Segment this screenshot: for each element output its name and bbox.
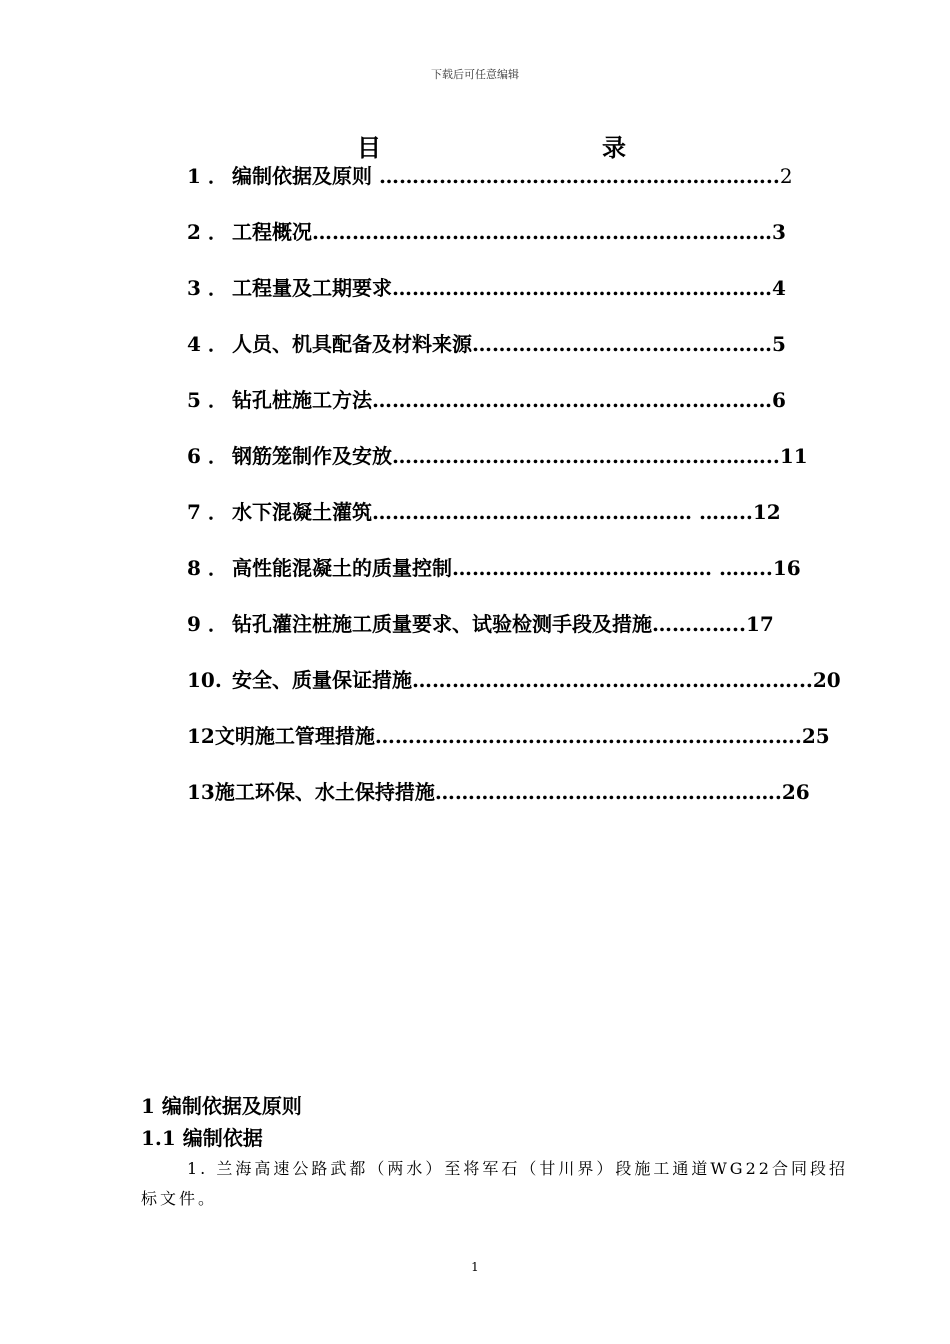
toc-entry-title: 安全、质量保证措施	[232, 668, 412, 692]
toc-entry[interactable]	[187, 608, 867, 664]
toc-entry-title: 施工环保、水土保持措施	[214, 780, 435, 804]
toc-entry[interactable]	[187, 160, 867, 216]
toc-entry-page: 2	[779, 164, 793, 188]
toc-entry-number: 10.	[187, 668, 222, 692]
toc-entry-page: 4	[772, 276, 786, 300]
toc-entry-page: 5	[772, 332, 786, 356]
toc-entry-page: 3	[772, 220, 786, 244]
toc-entry-page: 20	[812, 668, 841, 692]
toc-entry-number: 6 ．	[187, 444, 228, 468]
section-heading-1-1: 1.1 编制依据	[141, 1126, 263, 1150]
toc-entry-title: 文明施工管理措施	[214, 724, 375, 748]
toc-entry-page: 25	[801, 724, 830, 748]
toc-leader-dots: …………………………………………..……..	[392, 444, 780, 468]
toc-entry[interactable]	[187, 496, 867, 552]
toc-title-char-1: 目	[357, 133, 381, 162]
toc-entry[interactable]	[187, 384, 867, 440]
toc-entry[interactable]	[187, 552, 867, 608]
toc-entry-title: 人员、机具配备及材料来源	[232, 332, 472, 356]
toc-entry-title: 高性能混凝土的质量控制	[232, 556, 452, 580]
toc-entry-number: 4 ．	[187, 332, 228, 356]
toc-title-char-2: 录	[602, 133, 626, 162]
toc-entry-title: 钻孔桩施工方法	[232, 388, 372, 412]
toc-leader-dots: ……………………………………………………….	[374, 724, 802, 748]
toc-entry-title: 钻孔灌注桩施工质量要求、试验检测手段及措施	[232, 612, 652, 636]
toc-entry-number: 13	[187, 780, 215, 804]
toc-title	[0, 128, 950, 160]
toc-entry-number: 5 ．	[187, 388, 228, 412]
toc-leader-dots: ………………………………… ……..	[452, 556, 773, 580]
section-heading-1: 1 编制依据及原则	[141, 1094, 302, 1118]
toc-leader-dots: …………………………………………………	[392, 276, 772, 300]
toc-entry-number: 9 ．	[187, 612, 228, 636]
toc-leader-dots: ……………………………….…………………..	[372, 164, 780, 188]
toc-entry-number: 3 ．	[187, 276, 228, 300]
toc-entry-title: 钢筋笼制作及安放	[232, 444, 392, 468]
toc-entry-title: 编制依据及原则	[232, 164, 372, 188]
toc-entry-number: 8 ．	[187, 556, 228, 580]
body-paragraph: 1. 兰海高速公路武都（两水）至将军石（甘川界）段施工通道WG22合同段招标文件。	[141, 1159, 848, 1208]
toc-entry[interactable]	[187, 440, 867, 496]
toc-leader-dots: ……………………………………………………	[372, 388, 772, 412]
toc-entry-page: 17	[745, 612, 774, 636]
toc-entry[interactable]	[187, 272, 867, 328]
toc-leader-dots: ………………………………………	[472, 332, 772, 356]
toc-entry-title: 水下混凝土灌筑	[232, 500, 372, 524]
toc-leader-dots: …………………………………………….	[434, 780, 782, 804]
page-header: 下载后可任意编辑	[431, 68, 519, 81]
toc-entry-page: 12	[752, 500, 781, 524]
toc-entry[interactable]	[187, 720, 867, 776]
toc-entry[interactable]	[187, 216, 867, 272]
toc-entry-page: 11	[779, 444, 808, 468]
toc-entry[interactable]	[187, 664, 867, 720]
toc-entry-number: 2 ．	[187, 220, 228, 244]
toc-entry-page: 6	[772, 388, 786, 412]
toc-entry-title: 工程量及工期要求	[232, 276, 392, 300]
toc-leader-dots: …………………………………………………...	[412, 668, 813, 692]
toc-entry-title: 工程概况	[232, 220, 312, 244]
toc-entry-number: 12	[187, 724, 215, 748]
toc-entry[interactable]	[187, 776, 867, 832]
toc-entry-number: 7 ．	[187, 500, 228, 524]
toc-leader-dots: …………..	[652, 612, 746, 636]
toc-leader-dots: ………………………………………… ……..	[372, 500, 753, 524]
toc-leader-dots: ……………………………………………………………	[312, 220, 772, 244]
toc-entry-page: 16	[772, 556, 801, 580]
table-of-contents	[187, 160, 867, 832]
toc-entry-page: 26	[781, 780, 810, 804]
toc-entry[interactable]	[187, 328, 867, 384]
page-number: 1	[471, 1260, 479, 1274]
toc-entry-number: 1 ．	[187, 164, 228, 188]
